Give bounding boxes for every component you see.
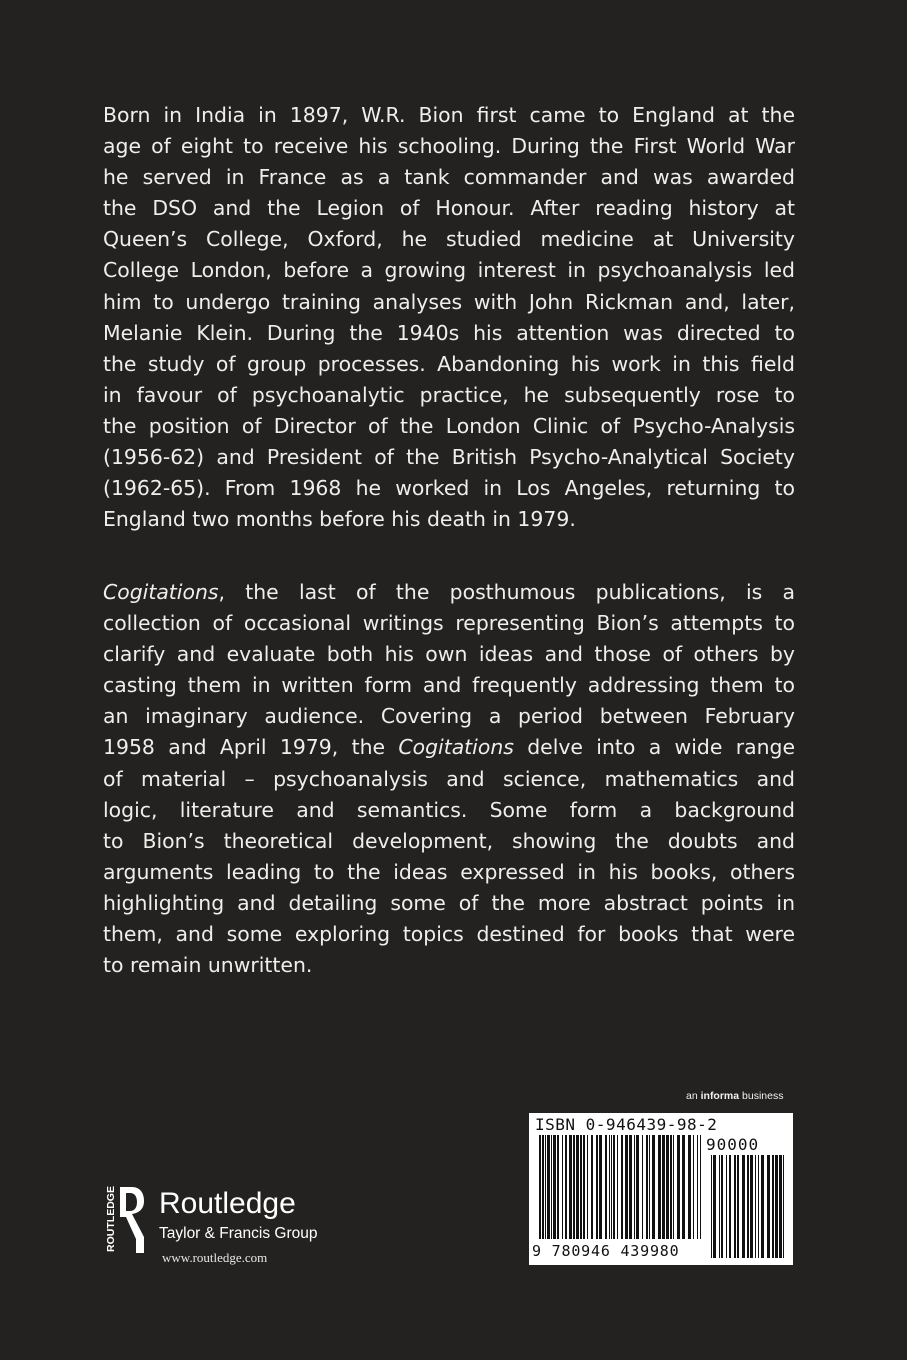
barcode-bar: [642, 1135, 643, 1239]
bio-line: (1956-62) and President of the British Psycho-Analytical Society: [103, 445, 795, 470]
publisher-group: Taylor & Francis Group: [159, 1225, 318, 1242]
barcode-bar: [625, 1135, 628, 1239]
bio-line: College London, before a growing interest in psychoanalysis led: [103, 258, 795, 283]
barcode-bar: [711, 1155, 712, 1258]
barcode-bar: [573, 1135, 575, 1239]
barcode-bar: [742, 1155, 745, 1258]
barcode-bar: [583, 1135, 585, 1239]
publisher-name: Routledge: [159, 1187, 296, 1220]
barcode-bar: [719, 1155, 720, 1258]
barcode-bar: [652, 1135, 655, 1239]
ean-number: 9 780946 439980: [532, 1242, 680, 1260]
barcode-bar: [646, 1135, 648, 1239]
barcode-bar: [599, 1135, 602, 1239]
bio-line: Melanie Klein. During the 1940s his attention was directed to: [103, 320, 795, 345]
bio-line: England two months before his death in 1979.: [103, 507, 576, 532]
barcode-bar: [562, 1135, 563, 1239]
barcode-bar: [721, 1155, 723, 1258]
barcode-bar: [693, 1135, 694, 1239]
barcode-bar: [779, 1155, 782, 1258]
svg-text:ROUTLEDGE: ROUTLEDGE: [105, 1186, 117, 1252]
barcode-bar: [767, 1155, 770, 1258]
barcode-bar: [700, 1135, 701, 1239]
ean-barcode-bars: [539, 1135, 701, 1245]
book-title-italic: Cogitations: [103, 580, 219, 604]
barcode-bar: [611, 1135, 612, 1239]
barcode-bar: [673, 1135, 674, 1239]
barcode-bar: [666, 1135, 669, 1239]
barcode-bar: [677, 1135, 680, 1239]
book-title-italic: Cogitations: [398, 735, 514, 760]
barcode-bar: [761, 1155, 764, 1258]
blurb-line: collection of occasional writings representing Bion’s attempts to: [103, 611, 795, 636]
barcode-bar: [634, 1135, 635, 1239]
book-description: [103, 577, 795, 981]
barcode-bar: [545, 1135, 546, 1239]
barcode-bar: [658, 1135, 661, 1239]
bio-line: the study of group processes. Abandoning his work in this field: [103, 351, 795, 376]
barcode-bar: [737, 1155, 739, 1258]
barcode-bar: [576, 1135, 579, 1239]
barcode-bar: [569, 1135, 572, 1239]
barcode-bar: [734, 1155, 736, 1258]
blurb-line: of material – psychoanalysis and science, mathematics and: [103, 766, 795, 791]
blurb-line: to Bion’s theoretical development, showing the doubts and: [103, 828, 795, 853]
barcode-bar: [580, 1135, 582, 1239]
barcode-bar: [636, 1135, 639, 1239]
barcode-bar: [617, 1135, 618, 1239]
barcode-bar: [596, 1135, 598, 1239]
barcode-bar: [688, 1135, 691, 1239]
author-biography: [103, 100, 795, 535]
barcode-bar: [713, 1155, 716, 1258]
blurb-line: clarify and evaluate both his own ideas and those of others by: [103, 642, 795, 667]
barcode-bar: [609, 1135, 610, 1239]
barcode-bar: [621, 1135, 623, 1239]
bio-line: the DSO and the Legion of Honour. After reading history at: [103, 196, 795, 221]
publisher-url: www.routledge.com: [162, 1250, 268, 1265]
bio-line: him to undergo training analyses with John Rickman and, later,: [103, 289, 795, 314]
barcode-bar: [613, 1135, 615, 1239]
blurb-line: logic, literature and semantics. Some form a background: [103, 797, 795, 822]
bio-line: (1962-65). From 1968 he worked in Los Angeles, returning to: [103, 476, 795, 501]
barcode-bar: [557, 1135, 559, 1239]
bio-line: he served in France as a tank commander and was awarded: [103, 165, 795, 190]
bio-line: Queen’s College, Oxford, he studied medicine at University: [103, 227, 795, 252]
isbn-barcode: [529, 1113, 793, 1265]
barcode-bar: [542, 1135, 544, 1239]
addon-barcode-bars: [711, 1155, 787, 1258]
barcode-bar: [729, 1155, 731, 1258]
bio-line: Born in India in 1897, W.R. Bion first came to England at the: [103, 103, 795, 127]
barcode-bar: [551, 1135, 552, 1239]
barcode-bar: [758, 1155, 759, 1258]
blurb-line: them, and some exploring topics destined for books that were: [103, 922, 795, 947]
barcode-bar: [726, 1155, 727, 1258]
informa-business-tagline: an informa business: [686, 1090, 784, 1102]
publisher-logo: [96, 1180, 356, 1270]
barcode-bar: [750, 1155, 753, 1258]
barcode-bar: [539, 1135, 541, 1239]
bio-line: the position of Director of the London Clinic of Psycho-Analysis: [103, 413, 795, 438]
barcode-bar: [565, 1135, 567, 1239]
blurb-line: Cogitations, the last of the posthumous publications, is a: [103, 580, 795, 604]
routledge-r-icon: [96, 1183, 146, 1256]
barcode-bar: [772, 1155, 774, 1258]
barcode-bar: [662, 1135, 665, 1239]
barcode-bar: [775, 1155, 778, 1258]
barcode-bar: [649, 1135, 650, 1239]
blurb-line: 1958 and April 1979, the Cogitations delve into a wide range: [103, 735, 795, 760]
barcode-bar: [547, 1135, 550, 1239]
barcode-bar: [682, 1135, 685, 1239]
blurb-line: an imaginary audience. Covering a period between February: [103, 704, 795, 729]
barcode-bar: [747, 1155, 749, 1258]
barcode-bar: [591, 1135, 593, 1239]
barcode-bar: [629, 1135, 632, 1239]
blurb-line: arguments leading to the ideas expressed in his books, others: [103, 859, 795, 884]
barcode-bar: [553, 1135, 556, 1239]
barcode-bar: [783, 1155, 784, 1258]
blurb-line: highlighting and detailing some of the more abstract points in: [103, 890, 795, 915]
isbn-number: ISBN 0-946439-98-2: [535, 1115, 718, 1134]
blurb-line: to remain unwritten.: [103, 953, 313, 978]
barcode-bar: [670, 1135, 672, 1239]
barcode-bar: [697, 1135, 698, 1239]
barcode-bar: [587, 1135, 588, 1239]
price-code: 90000: [706, 1135, 760, 1154]
bio-line: in favour of psychoanalytic practice, he subsequently rose to: [103, 382, 795, 407]
barcode-bar: [755, 1155, 756, 1258]
bio-line: age of eight to receive his schooling. During the First World War: [103, 134, 795, 159]
blurb-line: casting them in written form and frequently addressing them to: [103, 673, 795, 698]
barcode-bar: [605, 1135, 607, 1239]
